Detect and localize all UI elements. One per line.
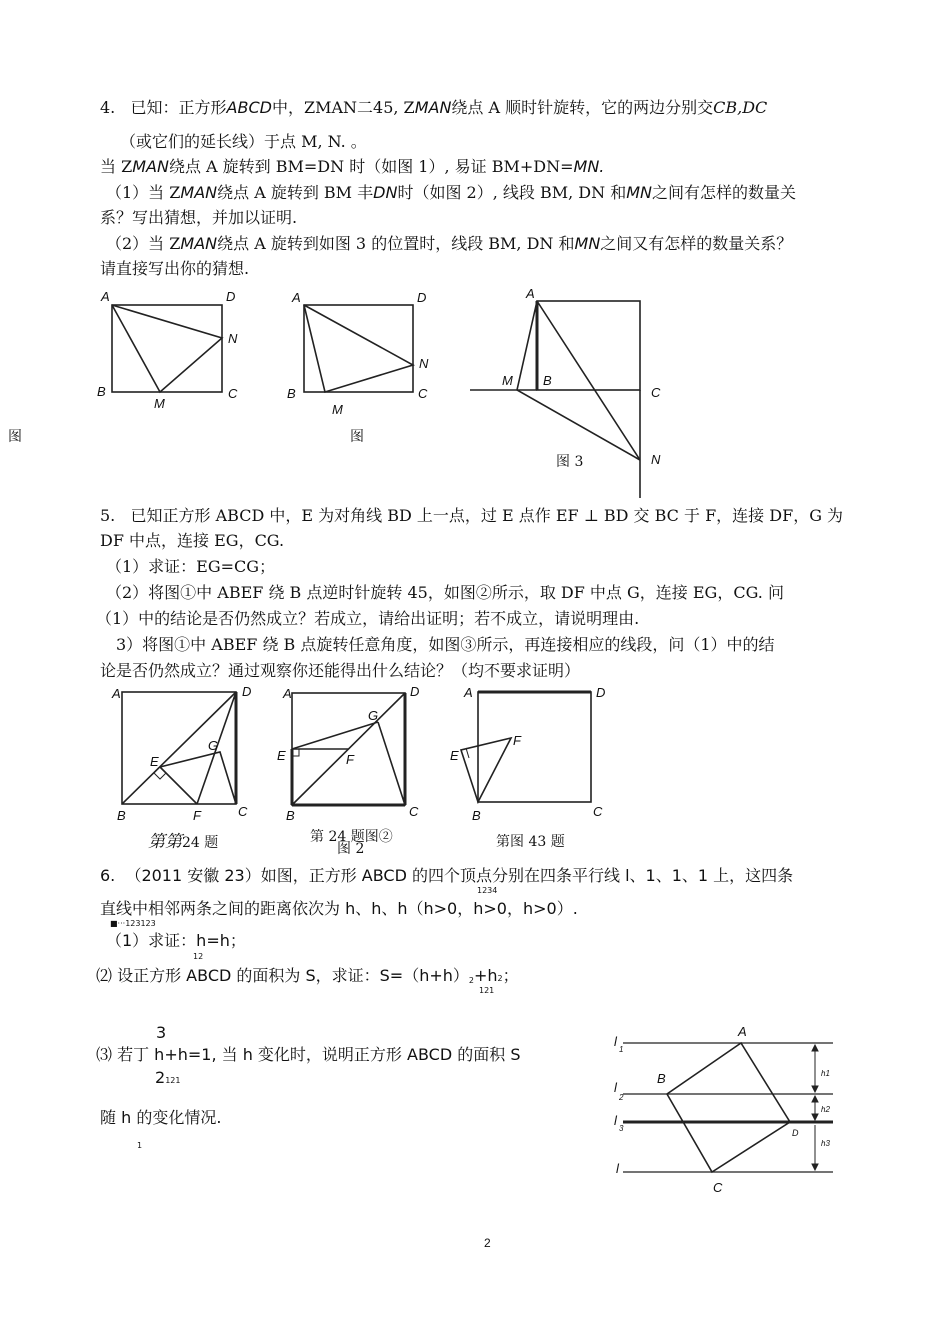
q6-label-l3: l <box>614 1113 617 1128</box>
q6-label-B: B <box>657 1071 666 1086</box>
q5-fig2-label-A: A <box>283 686 292 701</box>
q4-fig2-caption: 图 <box>350 429 364 445</box>
q5-fig1-label-A: A <box>112 686 121 701</box>
q5-line4: （2）将图①中 ABEF 绕 B 点逆时针旋转 45，如图②所示，取 DF 中点 G，连接 EG，CG. 问 <box>106 583 784 602</box>
q5-fig2-label-F: F <box>346 752 354 767</box>
q6-square-ABCD <box>667 1043 790 1172</box>
q5-fig2-label-C: C <box>409 804 419 819</box>
q5-line2: DF 中点，连接 EG，CG. <box>100 531 285 550</box>
q4-fig3-label-B: B <box>543 373 552 388</box>
q5-fig2-caption-b: 图 2 <box>337 841 365 857</box>
q5-fig1-label-G: G <box>208 738 219 753</box>
q4-line5: 系？写出猜想，并加以证明. <box>100 208 298 227</box>
q6-line4-subscripts: 121 <box>479 986 495 995</box>
q6-label-l1-sub: 1 <box>619 1045 624 1054</box>
q6-label-l1: l <box>614 1034 617 1049</box>
q6-h1-arrow-bottom <box>812 1086 818 1092</box>
q6-label-C: C <box>713 1180 723 1195</box>
q6-h3-arrow-bottom <box>812 1164 818 1170</box>
q4-fig3-caption: 图 3 <box>556 454 584 470</box>
q6-label-A: A <box>738 1024 747 1039</box>
q5-line1: 5. 已知正方形 ABCD 中，E 为对角线 BD 上一点，过 E 点作 EF ⊥ BD 交 BC 于 F，连接 DF，G 为 <box>100 506 844 525</box>
q4-fig1-label-B: B <box>97 384 106 399</box>
q5-fig1-label-D: D <box>242 684 252 699</box>
q4-line2: （或它们的延长线）于点 M, N. 。 <box>120 132 367 151</box>
q6-label-l2-sub: 2 <box>619 1093 624 1102</box>
q4-fig3-label-A: A <box>526 286 535 301</box>
q5-fig2-label-B: B <box>286 808 295 823</box>
q4-fig3-label-M: M <box>502 373 513 388</box>
q6-h2-arrow-top <box>812 1096 818 1102</box>
q4-number: 4. <box>100 98 116 117</box>
q5-fig3-caption: 第图 43 题 <box>496 834 565 850</box>
q5-fig3-label-E: E <box>450 748 459 763</box>
q5-fig3-label-A: A <box>464 685 473 700</box>
q6-line6-subscript: 1 <box>137 1141 143 1150</box>
q6-fraction-denominator: 2121 <box>155 1068 181 1087</box>
q6-line6: 随 h 的变化情况. <box>100 1108 222 1127</box>
q4-fig2-label-B: B <box>287 386 296 401</box>
q5-fig1-label-C: C <box>238 804 248 819</box>
q4-fig1-label-M: M <box>154 396 165 411</box>
q5-line5: （1）中的结论是否仍然成立？若成立，请给出证明；若不成立，请说明理由. <box>96 609 640 628</box>
q4-fig1-label-D: D <box>226 289 236 304</box>
q5-line6: 3）将图①中 ABEF 绕 B 点旋转任意角度，如图③所示，再连接相应的线段，问（1）中的结 <box>116 635 775 654</box>
q5-fig3-label-C: C <box>593 804 603 819</box>
q5-fig1-label-F: F <box>193 808 201 823</box>
q4-fig3-label-C: C <box>651 385 661 400</box>
q4-fig2-label-A: A <box>292 290 301 305</box>
q4-line1: 4. 已知：正方形ABCD中，ZMAN二45, ZMAN绕点 A 顺时针旋转，它的两边分别交CB,DC <box>100 98 768 117</box>
q4-fig1-caption: 图 <box>8 429 22 445</box>
q6-label-l2: l <box>614 1080 617 1095</box>
q4-fig2-label-N: N <box>419 356 429 371</box>
q5-fig1-caption: 第第24 题 <box>148 832 219 852</box>
q5-fig2-label-G: G <box>368 708 379 723</box>
q6-line5: ⑶ 若丁 h+h=1, 当 h 变化时，说明正方形 ABCD 的面积 S <box>96 1045 521 1064</box>
q6-label-l4: l <box>616 1161 619 1176</box>
q5-fig2-label-D: D <box>410 684 420 699</box>
q5-fig1-label-B: B <box>117 808 126 823</box>
q5-fig2-caption-a: 第 24 题图② <box>310 829 393 845</box>
q6-number: 6. <box>100 866 116 885</box>
q6-label-l3-sub: 3 <box>619 1124 624 1133</box>
q5-line3: （1）求证：EG=CG； <box>106 557 276 576</box>
q6-h2-arrow-bottom <box>812 1114 818 1120</box>
q6-label-h2: h2 <box>821 1105 830 1114</box>
q6-label-D: D <box>792 1128 799 1138</box>
q4-fig2-label-M: M <box>332 402 343 417</box>
q4-fig2-label-C: C <box>418 386 428 401</box>
q6-line3-subscripts: 12 <box>193 952 204 961</box>
q4-line7: 请直接写出你的猜想. <box>100 259 250 278</box>
q5-line7: 论是否仍然成立？通过观察你还能得出什么结论？（均不要求证明） <box>100 661 581 680</box>
page-number: 2 <box>484 1236 491 1250</box>
q6-label-h1: h1 <box>821 1069 830 1078</box>
q6-line3: （1）求证：h=h； <box>106 931 246 950</box>
q6-line1: 6. （2011 安徽 23）如图，正方形 ABCD 的四个顶点分别在四条平行线 l、1、1、1 上，这四条 <box>100 866 794 885</box>
q4-fig1-label-A: A <box>101 289 110 304</box>
q4-line4: （1）当 ZMAN绕点 A 旋转到 BM 丰DN时（如图 2）, 线段 BM, DN 和MN之间有怎样的数量关 <box>106 183 797 202</box>
q4-fig2-label-D: D <box>417 290 427 305</box>
q6-fraction-numerator: 3 <box>156 1023 167 1042</box>
q5-fig3-label-F: F <box>513 733 521 748</box>
q5-fig2-label-E: E <box>277 748 286 763</box>
q6-label-h3: h3 <box>821 1139 830 1148</box>
q5-number: 5. <box>100 506 116 525</box>
q5-fig3-label-B: B <box>472 808 481 823</box>
q6-line2: 直线中相邻两条之间的距离依次为 h、h、h（h>0，h>0，h>0）. <box>100 899 578 918</box>
q6-parallel-lines <box>623 1043 833 1172</box>
q4-fig3-label-N: N <box>651 452 661 467</box>
q5-fig3-label-D: D <box>596 685 606 700</box>
q4-line6: （2）当 ZMAN绕点 A 旋转到如图 3 的位置时，线段 BM, DN 和MN之间又有怎样的数量关系？ <box>106 234 793 253</box>
q4-fig1-label-C: C <box>228 386 238 401</box>
q6-distance-markers <box>812 1045 818 1170</box>
q6-line4: ⑵ 设正方形 ABCD 的面积为 S，求证：S=（h+h）2+h2； <box>96 966 519 985</box>
q6-line1-subscripts: 1234 <box>477 886 498 895</box>
q6-h1-arrow-top <box>812 1045 818 1051</box>
q4-line3: 当 ZMAN绕点 A 旋转到 BM=DN 时（如图 1）, 易证 BM+DN=MN. <box>100 157 605 176</box>
q5-fig1-label-E: E <box>150 754 159 769</box>
q6-line2-subscripts: ■···123123 <box>110 919 156 928</box>
q4-fig1-label-N: N <box>228 331 238 346</box>
